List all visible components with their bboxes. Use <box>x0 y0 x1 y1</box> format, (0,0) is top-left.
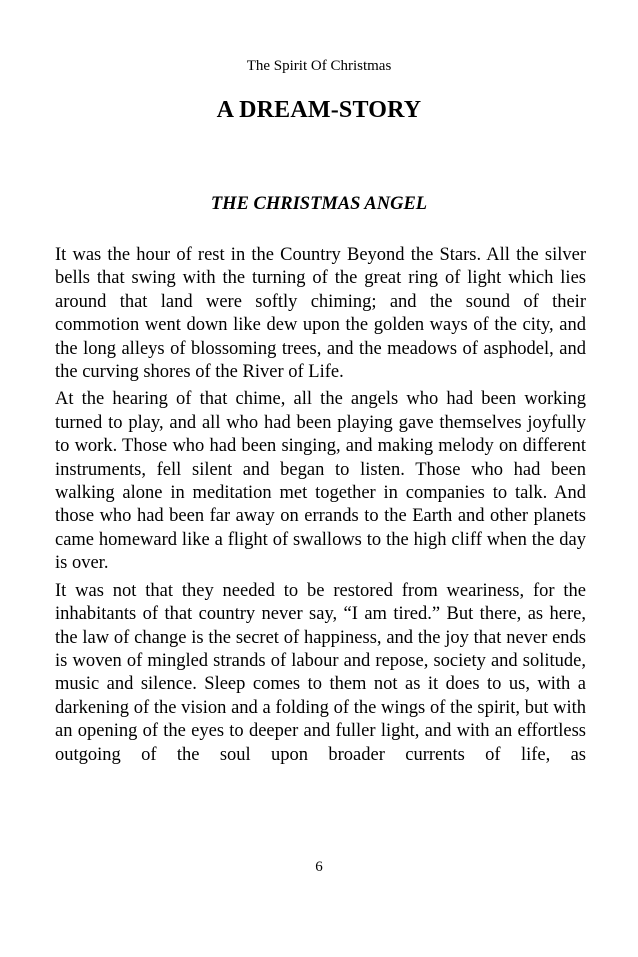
chapter-title: THE CHRISTMAS ANGEL <box>210 194 428 214</box>
paragraph-2: At the hearing of that chime, all the angels who had been working turned to play, and all who had been playing gave themselves joyfully to work. Those who had been singing, and making melody on different instruments, fell silent and began to listen. Those who had been walking alone in meditation met together in companies to talk. And those who had been far away on errands to the Earth and other planets came homeward like a flight of swallows to the high cliff when the day is over. <box>55 389 586 574</box>
paragraph-3: It was not that they needed to be restored from weariness, for the inhabitants of that country never say, “I am tired.” But there, as here, the law of change is the secret of happiness, and the joy that never ends is woven of mingled strands of labour and repose, society and solitude, music and silence. Sleep comes to them not as it does to us, with a darkening of the vision and a folding of the wings of the spirit, but with an opening of the eyes to deeper and fuller light, and with an effortless outgoing of the soul upon broader currents of life, as <box>55 580 586 765</box>
paragraph-1: It was the hour of rest in the Country Beyond the Stars. All the silver bells that swing with the turning of the great ring of light which lies around that land were softly chiming; and the sound of their commotion went down like dew upon the golden ways of the city, and the long alleys of blossoming trees, and the meadows of asphodel, and the curving shores of the River of Life. <box>55 245 586 383</box>
body-text <box>55 244 586 771</box>
running-header: The Spirit Of Christmas <box>246 58 392 74</box>
page-number: 6 <box>315 859 323 875</box>
book-title: A DREAM-STORY <box>216 97 422 123</box>
